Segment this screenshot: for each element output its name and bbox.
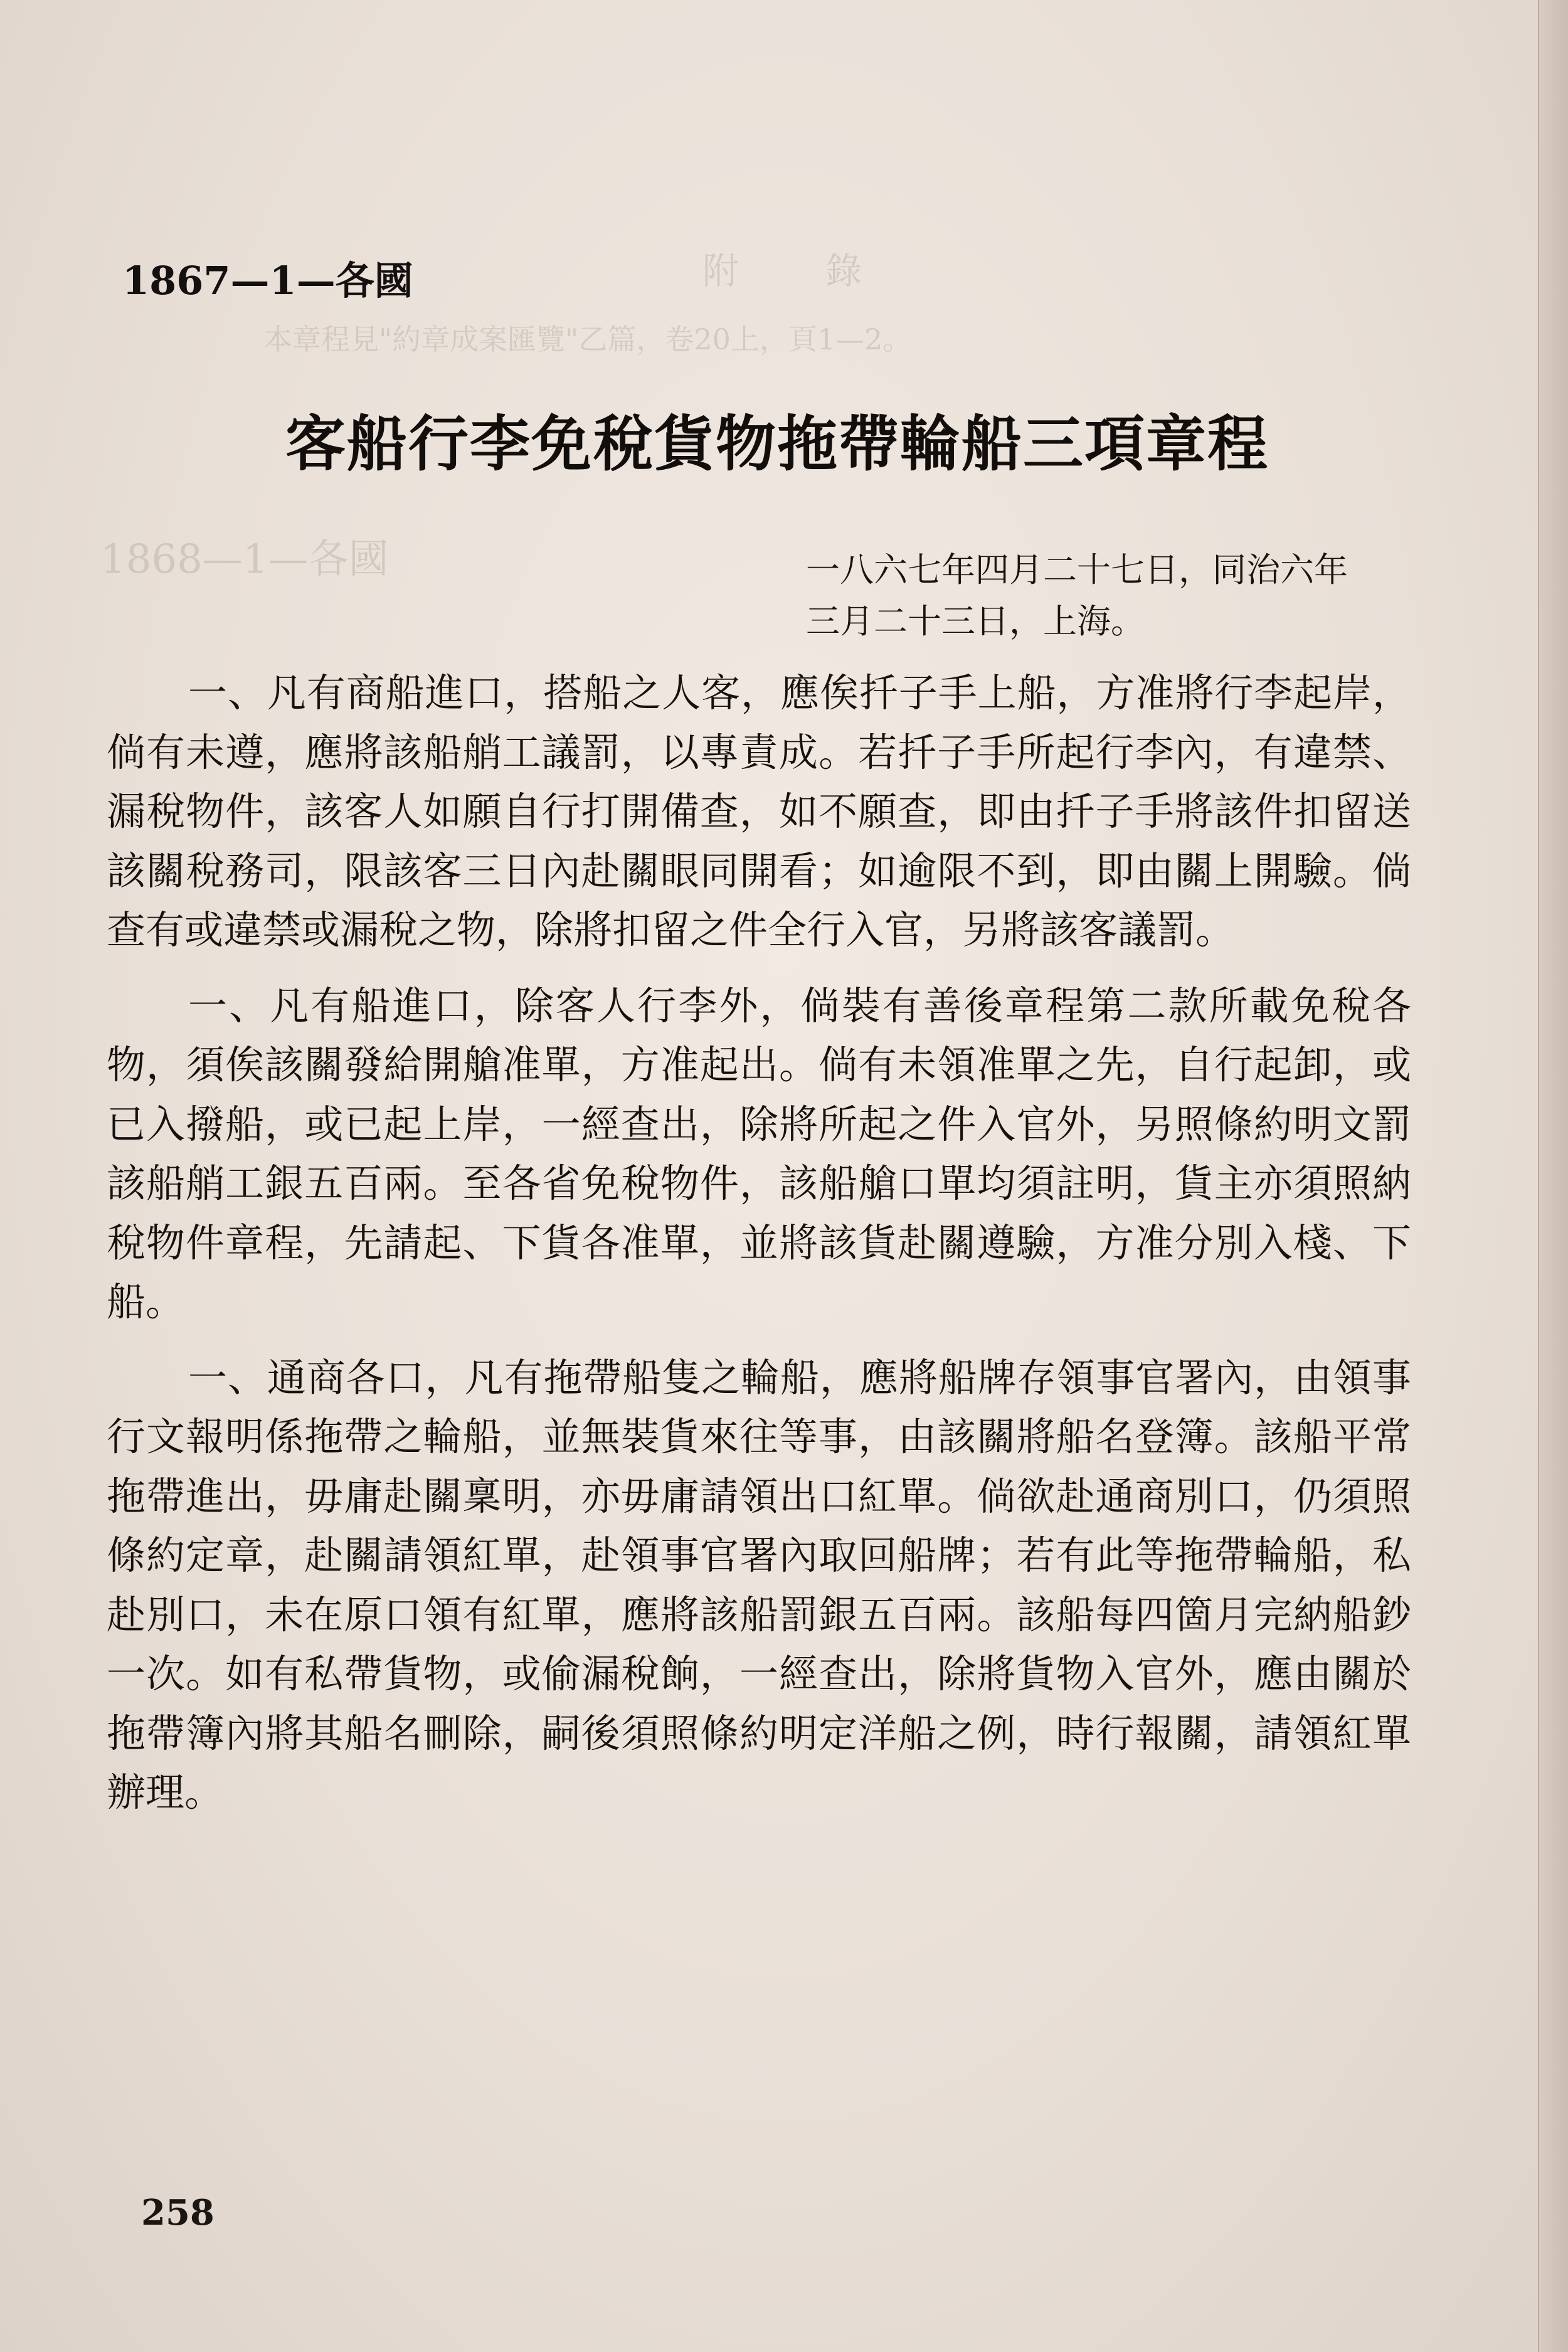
- paragraph-duty-free-goods: 一、凡有船進口，除客人行李外，倘裝有善後章程第二款所載免稅各物，須俟該關發給開艙准單，方准起出。倘有未領准單之先，自行起卸，或已入撥船，或已起上岸，一經查出，除將所起之件入官外，另照條約明文罰該船艄工銀五百兩。至各省免稅物件，該船艙口單均須註明，貨主亦須照納稅物件章程，先請起、下貨各准單，並將該貨赴關遵驗，方准分別入棧、下船。: [107, 982, 1411, 1325]
- adjacent-page-edge: [1538, 0, 1568, 2352]
- show-through-text: 本章程見"約章成案匯覽"乙篇，卷20上，頁1—2。: [263, 322, 912, 356]
- page-number: 258: [141, 2192, 215, 2233]
- body-text: [107, 664, 1411, 1839]
- document-title: 客船行李免稅貨物拖帶輪船三項章程: [285, 408, 1269, 479]
- paragraph-passenger-luggage: 一、凡有商船進口，搭船之人客，應俟扦子手上船，方准將行李起岸，倘有未遵，應將該船艄工議罰，以專責成。若扦子手所起行李內，有違禁、漏稅物件，該客人如願自行打開備查，如不願查，即由扦子手將該件扣留送該關稅務司，限該客三日內赴關眼同開看；如逾限不到，即由關上開驗。倘查有或違禁或漏稅之物，除將扣留之件全行入官，另將該客議罰。: [107, 670, 1411, 953]
- paragraph-towing-steamers: 一、通商各口，凡有拖帶船隻之輪船，應將船牌存領事官署內，由領事行文報明係拖帶之輪船，並無裝貨來往等事，由該關將船名登簿。該船平常拖帶進出，毋庸赴關稟明，亦毋庸請領出口紅單。倘欲赴通商別口，仍須照條約定章，赴關請領紅單，赴領事官署內取回船牌；若有此等拖帶輪船，私赴別口，未在原口領有紅單，應將該船罰銀五百兩。該船每四箇月完納船鈔一次。如有私帶貨物，或偷漏稅餉，一經查出，除將貨物入官外，應由關於拖帶簿內將其船名刪除，嗣後須照條約明定洋船之例，時行報關，請領紅單辦理。: [107, 1354, 1411, 1815]
- date-block: [806, 544, 1421, 647]
- date-line: 一八六七年四月二十七日，同治六年: [806, 550, 1348, 590]
- show-through-text: 1868—1—各國: [100, 536, 389, 583]
- date-line: 三月二十三日，上海。: [806, 601, 1145, 641]
- show-through-text: 附 錄: [702, 250, 900, 292]
- section-header: 1867—1—各國: [122, 258, 413, 304]
